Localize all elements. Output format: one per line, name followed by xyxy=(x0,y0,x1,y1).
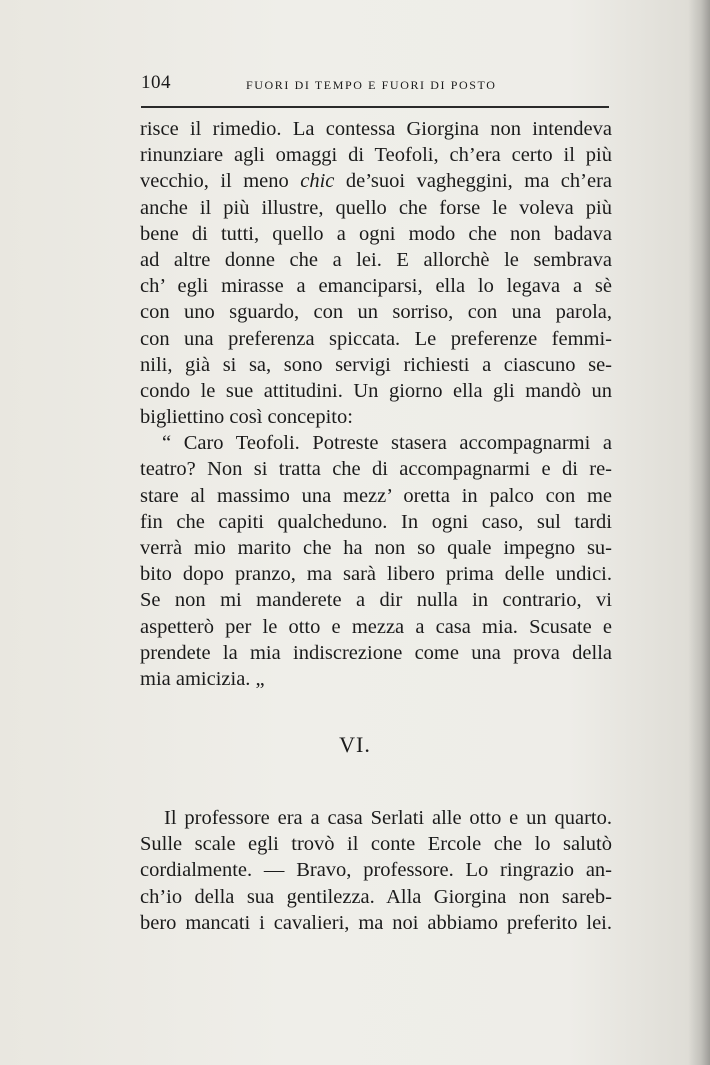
quote-line: “ Caro Teofoli. Potreste stasera accompagnarmi a xyxy=(162,432,612,455)
quote-line: verrà mio marito che ha non so quale impegno su- xyxy=(140,537,612,559)
text-line: ch’io della sua gentilezza. Alla Giorgina non sareb- xyxy=(140,885,612,908)
quote-line: Se non mi manderete a dir nulla in contrario, vi xyxy=(140,589,612,612)
page-edge-shadow xyxy=(688,0,710,1065)
chapter-text xyxy=(140,805,612,936)
quote-line: teatro? Non si tratta che di accompagnarmi e di re- xyxy=(140,458,612,481)
text-line: risce il rimedio. La contessa Giorgina non intendeva xyxy=(140,118,612,140)
quote-line: aspetterò per le otto e mezza a casa mia. Scusate e xyxy=(140,615,612,638)
page-header xyxy=(141,72,611,96)
text-line: con uno sguardo, con un sorriso, con una parola, xyxy=(140,301,612,324)
text-line: vecchio, il meno chic de’suoi vagheggini, ma ch’era xyxy=(140,170,612,193)
quote-line: fin che capiti qualcheduno. In ogni caso, sul tardi xyxy=(140,510,612,533)
text-line: bene di tutti, quello a ogni modo che non badava xyxy=(140,222,612,245)
text-line: Sulle scale egli trovò il conte Ercole che lo salutò xyxy=(140,833,612,856)
running-title: FUORI DI TEMPO E FUORI DI POSTO xyxy=(246,78,497,92)
text-line: bero mancati i cavalieri, ma noi abbiamo preferito lei. xyxy=(140,911,612,934)
page-number: 104 xyxy=(141,72,171,93)
text-line: nili, già si sa, sono servigi richiesti a ciascuno se- xyxy=(140,353,612,376)
text-line: condo le sue attitudini. Un giorno ella gli mandò un xyxy=(140,379,612,402)
text-line: rinunziare agli omaggi di Teofoli, ch’era certo il più xyxy=(140,144,612,167)
quote-line: mia amicizia. „ xyxy=(140,667,265,690)
text-line: ad altre donne che a lei. E allorchè le sembrava xyxy=(140,248,612,271)
text-line: anche il più illustre, quello che forse le voleva più xyxy=(140,196,612,219)
text-line: con una preferenza spiccata. Le preferenze femmi- xyxy=(140,327,612,350)
text-line: cordialmente. — Bravo, professore. Lo ringrazio an- xyxy=(140,859,612,882)
main-text xyxy=(140,116,612,692)
text-line: ch’ egli mirasse a emanciparsi, ella lo legava a sè xyxy=(140,275,612,298)
header-rule xyxy=(141,106,609,108)
text-line: bigliettino così concepito: xyxy=(140,406,353,429)
quote-line: bito dopo pranzo, ma sarà libero prima delle undici. xyxy=(140,563,612,586)
text-line: Il professore era a casa Serlati alle otto e un quarto. xyxy=(164,807,612,829)
quote-line: stare al massimo una mezz’ oretta in palco con me xyxy=(140,484,612,507)
chapter-heading: VI. xyxy=(339,732,371,757)
quote-line: prendete la mia indiscrezione come una prova della xyxy=(140,641,612,664)
